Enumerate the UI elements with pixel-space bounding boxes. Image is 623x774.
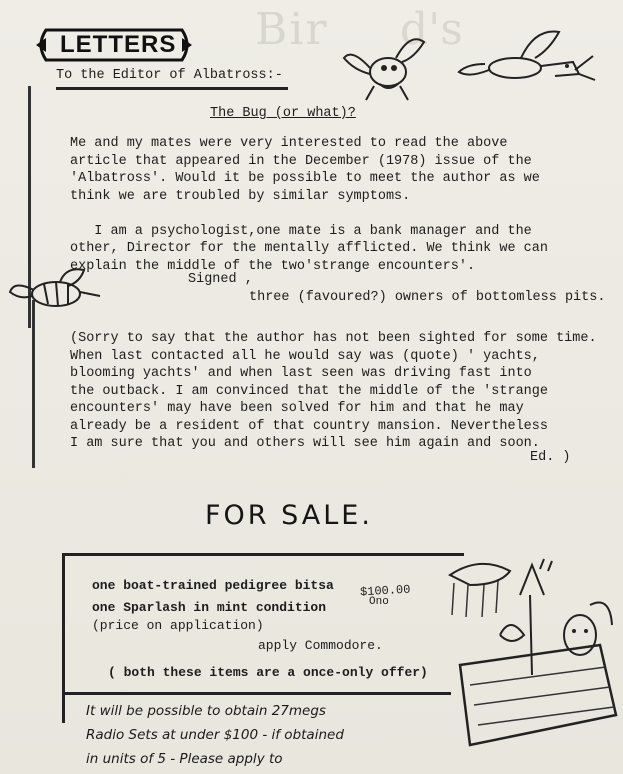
show-through-text: Bir [255, 4, 329, 55]
letters-heading: LETTERS [60, 31, 177, 58]
handwritten-note-line-2: Radio Sets at under $100 - if obtained [86, 727, 344, 743]
sale-box-left-rule [62, 553, 65, 723]
letters-badge [34, 28, 194, 62]
heading-rule [56, 87, 288, 90]
sale-item-2-note: (price on application) [92, 618, 264, 633]
sale-item-1: one boat-trained pedigree bitsa [92, 578, 334, 593]
flying-bird-cartoon-icon [455, 22, 605, 92]
apply-commodore: apply Commodore. [258, 638, 383, 653]
noahs-ark-cartoon-icon [440, 555, 620, 770]
editor-signoff: Ed. ) [530, 450, 571, 465]
sale-box-bottom-rule [64, 692, 451, 695]
to-editor-line: To the Editor of Albatross:- [56, 68, 283, 83]
for-sale-heading: FOR SALE. [205, 500, 373, 531]
sale-item-2: one Sparlash in mint condition [92, 600, 327, 615]
handwritten-note-line-3: in units of 5 - Please apply to [86, 751, 283, 767]
sale-item-1-price-note: Ono [369, 596, 389, 608]
editor-reply: (Sorry to say that the author has not been sighted for some time. When last contacted all he would say was (quote) ' yachts, blooming yachts' and when last seen was driving fast into the outback. I am convinced that the middle of the 'strange encounters' may have been solved for him and that he may already be a resident of that country mansion. Nevertheless I am sure that you and others will see him again and soon. [70, 331, 597, 451]
show-through-text-2: d's [400, 4, 463, 55]
once-only-offer: ( both these items are a once-only offer) [108, 665, 428, 680]
handwritten-note-line-1: It will be possible to obtain 27megs [86, 703, 326, 719]
bee-cartoon-icon [4, 262, 104, 322]
letter-title: The Bug (or what)? [210, 106, 356, 121]
flying-bug-cartoon-icon [340, 28, 440, 108]
sale-box-top-rule [64, 553, 464, 556]
signed-label: Signed , [188, 272, 253, 287]
signatories: three (favoured?) owners of bottomless pits. [249, 290, 606, 305]
sale-item-1-price: $100.00 [359, 582, 411, 600]
letter-body: Me and my mates were very interested to read the above article that appeared in the December (1978) issue of the 'Albatross'. Would it be possible to meet the author as we think we are troubled by similar symptoms. I am a psychologist,one mate is a bank manager and the other, Director for the mentally afflicted. We think we can explain the middle of the two'strange encounters'. [70, 136, 548, 274]
left-margin-rule-2 [32, 300, 35, 468]
